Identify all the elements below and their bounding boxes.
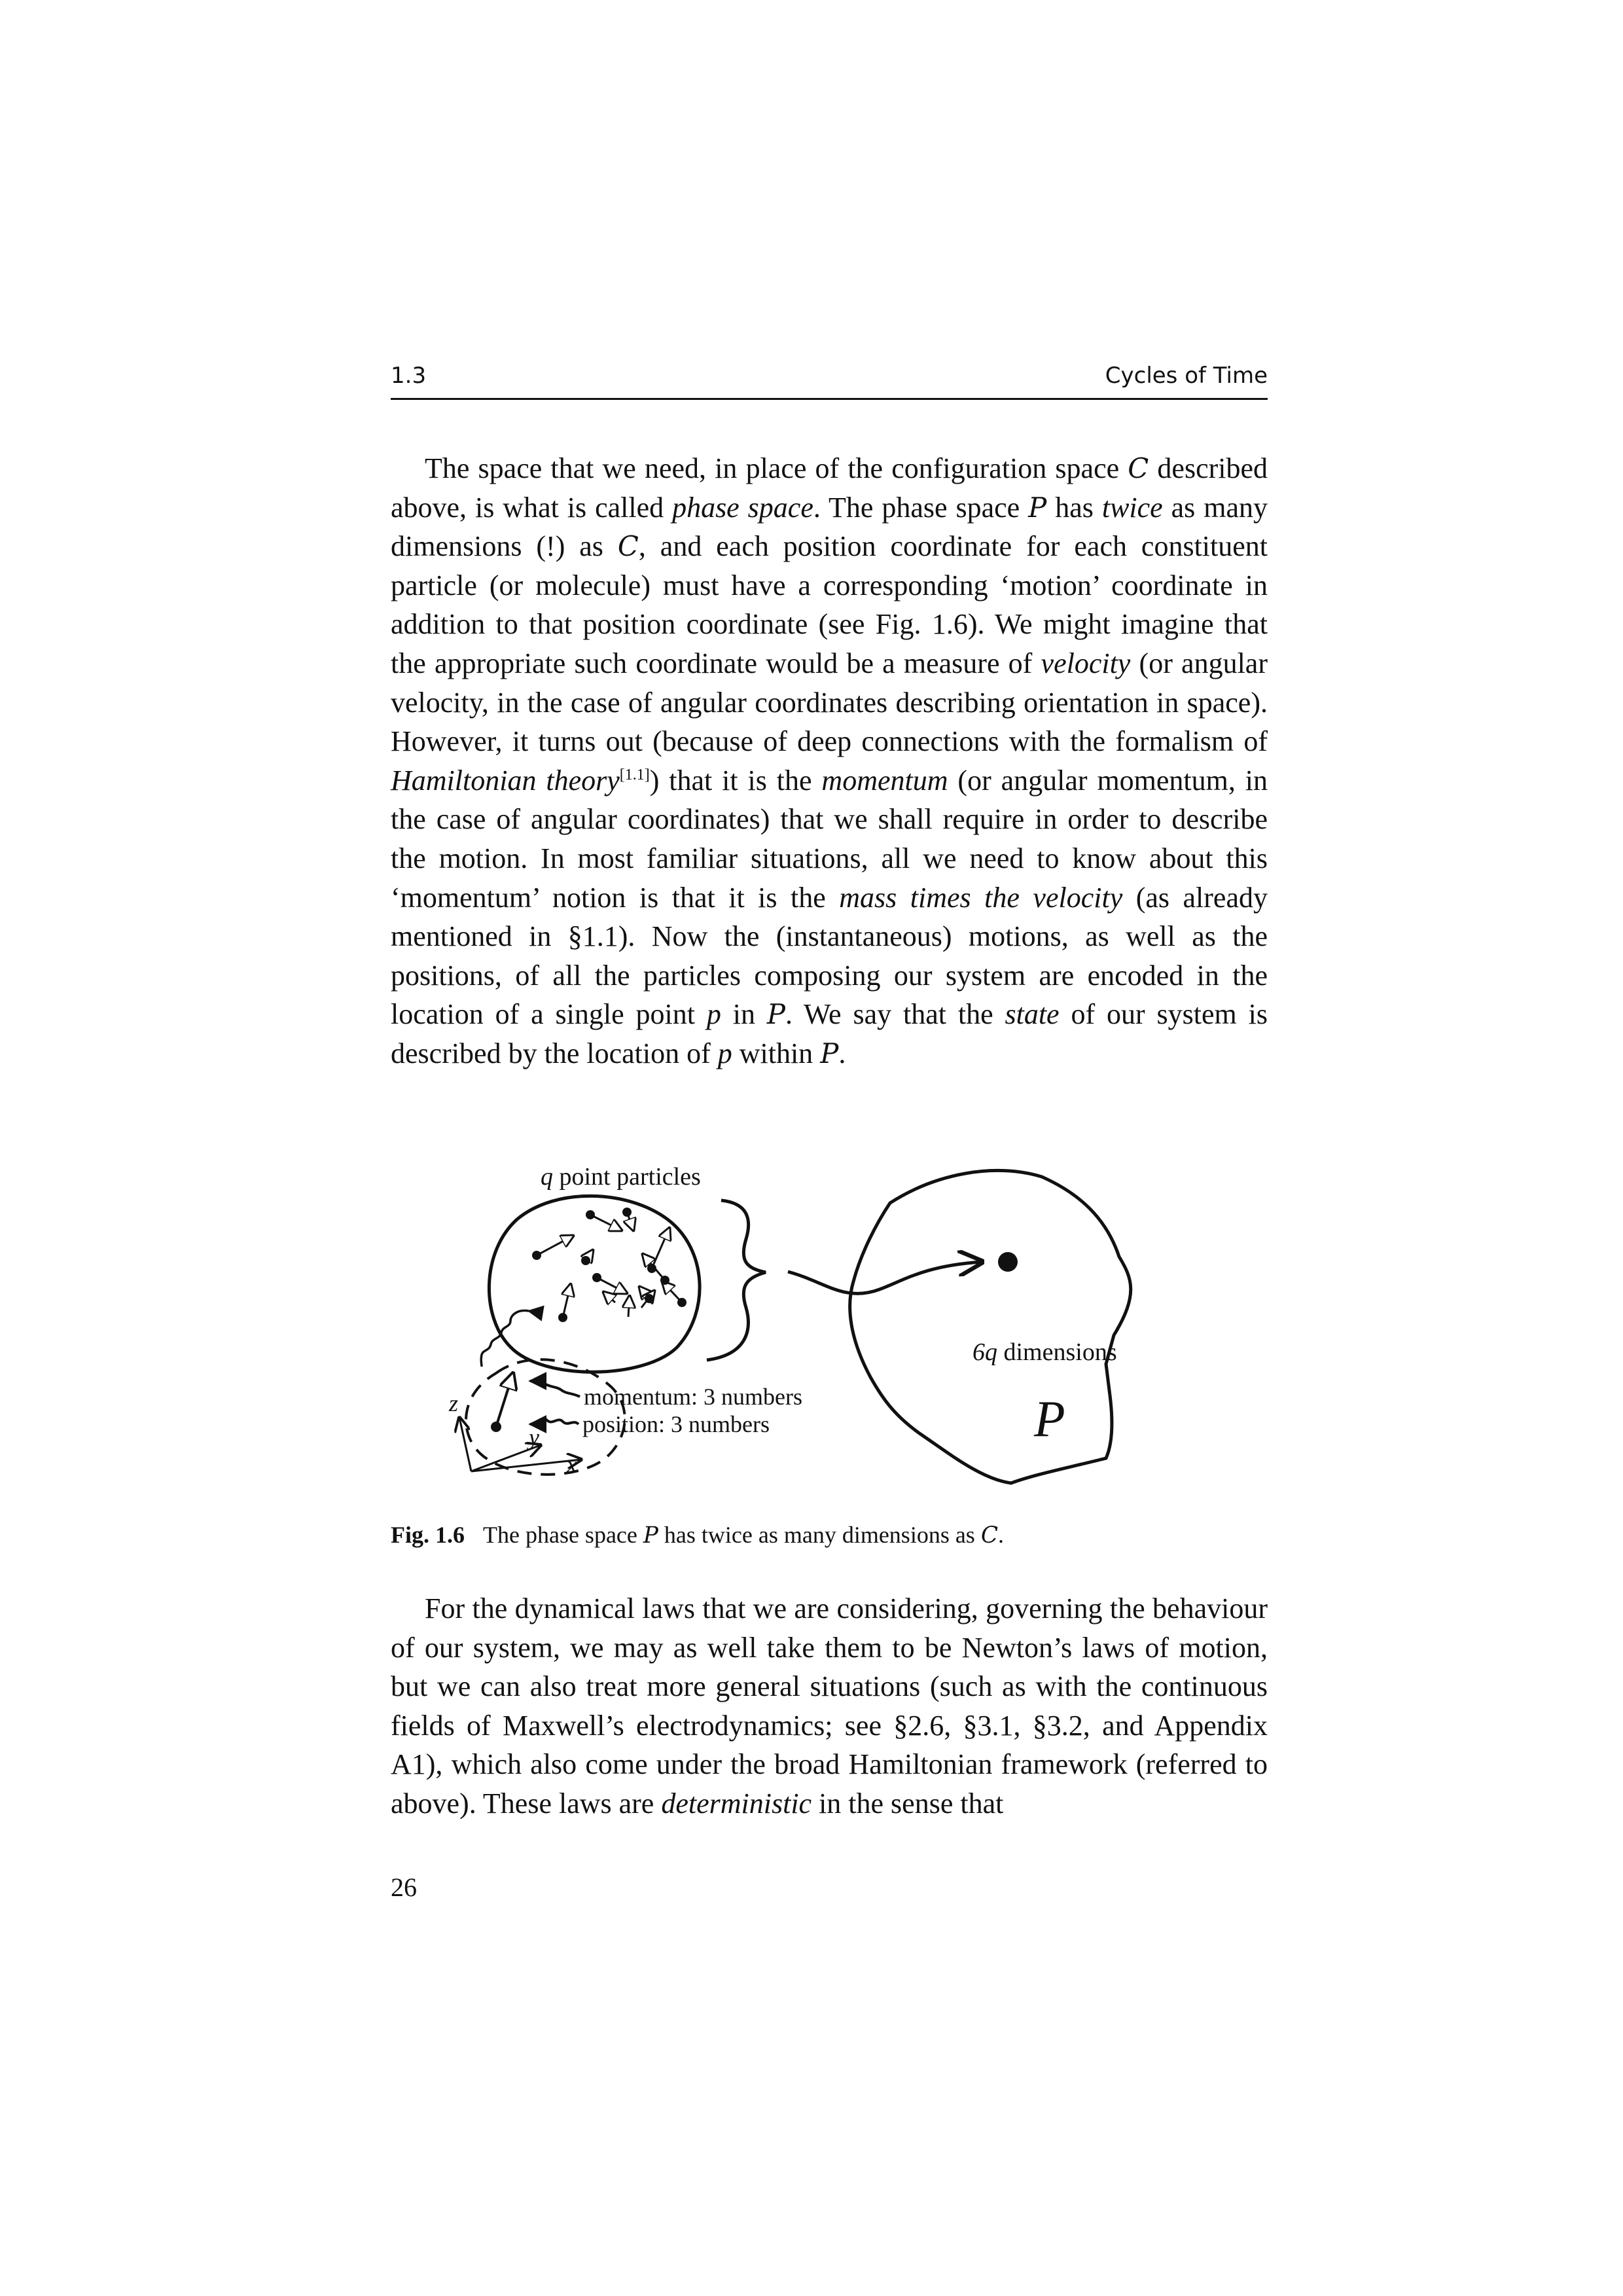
momentum-label: momentum: 3 numbers [584, 1384, 802, 1410]
dimensions-label: 6q dimensions [972, 1338, 1117, 1366]
mapping-arrow [788, 1262, 982, 1293]
axis-x-label: x [567, 1452, 577, 1478]
particle-cloud-outline [489, 1196, 700, 1372]
axis-z-label: z [449, 1390, 459, 1416]
figure-number: Fig. 1.6 [391, 1522, 465, 1548]
phase-space-label: P [1034, 1390, 1065, 1447]
zoomed-momentum-arrow [496, 1373, 513, 1427]
momentum-pointer [530, 1381, 580, 1397]
phase-space-diagram [419, 1144, 1204, 1511]
zoomed-particle-dot [491, 1422, 501, 1432]
axis-y-label: y [529, 1424, 539, 1450]
phase-point-p [998, 1252, 1018, 1272]
coordinate-axes [459, 1418, 581, 1471]
particles-label: q point particles [541, 1163, 701, 1191]
endnote-reference[interactable]: [1.1] [619, 766, 650, 783]
figure-phase-space [419, 1144, 1204, 1511]
running-head [391, 359, 1268, 400]
particle-momentum-arrows [537, 1212, 682, 1318]
paragraph-phase-space: The space that we need, in place of the configuration space C described above, is what is called phase space. The phase space P has twice as many dimensions (!) as C, and each position coordinate for each constituent particle (or molecule) must have a corresponding ‘motion’ coordinate in addition to that position coordinate (see Fig. 1.6). We might imagine that the appropriate such coordinate would be a measure of velocity (or angular velocity, in the case of angular coordinates describing orientation in space). However, it turns out (because of deep connections with the formalism of Hamiltonian theory[1.1]) that it is the momentum (or angular momentum, in the case of angular coordinates) that we shall require in order to describe the motion. In most familiar situations, all we need to know about this ‘momentum’ notion is that it is the mass times the velocity (as already mentioned in §1.1). Now the (instantaneous) motions, as well as the positions, of all the particles composing our system are encoded in the location of a single point p in P. We say that the state of our system is described by the location of p within P. [391, 452, 1268, 1069]
position-label: position: 3 numbers [582, 1411, 770, 1437]
phase-space-outline [850, 1170, 1131, 1483]
figure-caption: Fig. 1.6 The phase space P has twice as many dimensions as C. [391, 1522, 1004, 1549]
position-pointer [530, 1419, 579, 1424]
paragraph-dynamical-laws: For the dynamical laws that we are considering, governing the behaviour of our system, we may as well take them to be Newton’s laws of motion, but we can also treat more general situations (such as with the continuous fields of Maxwell’s electrodynamics; see §2.6, §3.1, §3.2, and Appendix A1), which also come under the broad Hamiltonian framework (referred to above). These laws are deterministic in the sense that [391, 1592, 1268, 1820]
config-space-symbol: C [617, 530, 639, 563]
grouping-brace [707, 1200, 766, 1360]
phase-space-symbol: P [1028, 491, 1047, 524]
book-title: Cycles of Time [1105, 363, 1268, 389]
page-number: 26 [391, 1873, 417, 1902]
config-space-symbol: C [1128, 452, 1149, 484]
section-number: 1.3 [391, 363, 427, 389]
